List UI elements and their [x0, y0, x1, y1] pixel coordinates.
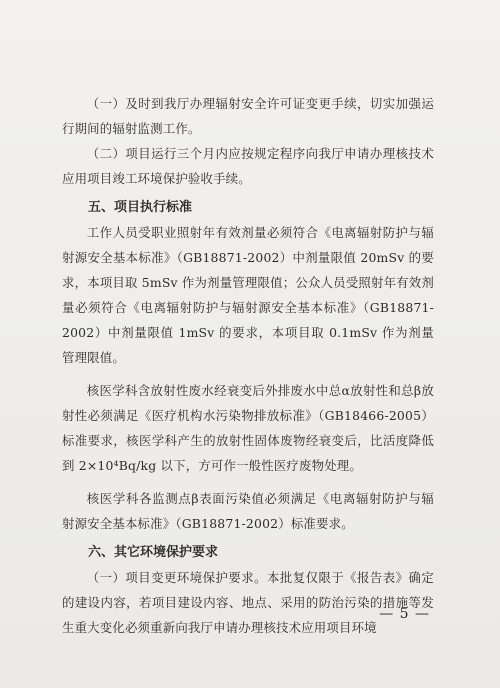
paragraph-wastewater: 核医学科含放射性废水经衰变后外排废水中总α放射性和总β放射性必须满足《医疗机构水污染物排放标准》（GB18466-2005）标准要求，核医学科产生的放射性固体废物经衰变后，比活度降低到 2×10⁴Bq/kg 以下，方可作一般性医疗废物处理。 [62, 383, 434, 473]
heading-standards: 五、项目执行标准 [88, 200, 193, 215]
paragraph-dose-limits: 工作人员受职业照射年有效剂量必须符合《电离辐射防护与辐射源安全基本标准》（GB18871-2002）中剂量限值 20mSv 的要求，本项目取 5mSv 作为剂量管理限值；公众人员受照射年有效剂量必须符合《电离辐射防护与辐射源安全基本标准》（GB18871-2002）中剂量限值 1mSv 的要求，本项目取 0.1mSv 作为剂量管理限值。 [62, 225, 434, 365]
spacer [62, 370, 434, 378]
spacer [62, 478, 434, 486]
heading-other-requirements: 六、其它环境保护要求 [88, 545, 219, 560]
document-body [62, 91, 434, 640]
paragraph-surface-contamination: 核医学科各监测点β表面污染值必须满足《电离辐射防护与辐射源安全基本标准》（GB18871-2002）标准要求。 [62, 491, 434, 531]
paragraph-change-requirements: （一）项目变更环境保护要求。本批复仅限于《报告表》确定的建设内容，若项目建设内容、地点、采用的防治污染的措施等发生重大变化必须重新向我厅申请办理核技术应用项目环境 [62, 570, 434, 635]
page-number: — 5 — [379, 606, 430, 622]
paragraph-acceptance: （二）项目运行三个月内应按规定程序向我厅申请办理核技术应用项目竣工环境保护验收手续。 [62, 146, 434, 186]
paragraph-license-change: （一）及时到我厅办理辐射安全许可证变更手续，切实加强运行期间的辐射监测工作。 [62, 96, 434, 136]
